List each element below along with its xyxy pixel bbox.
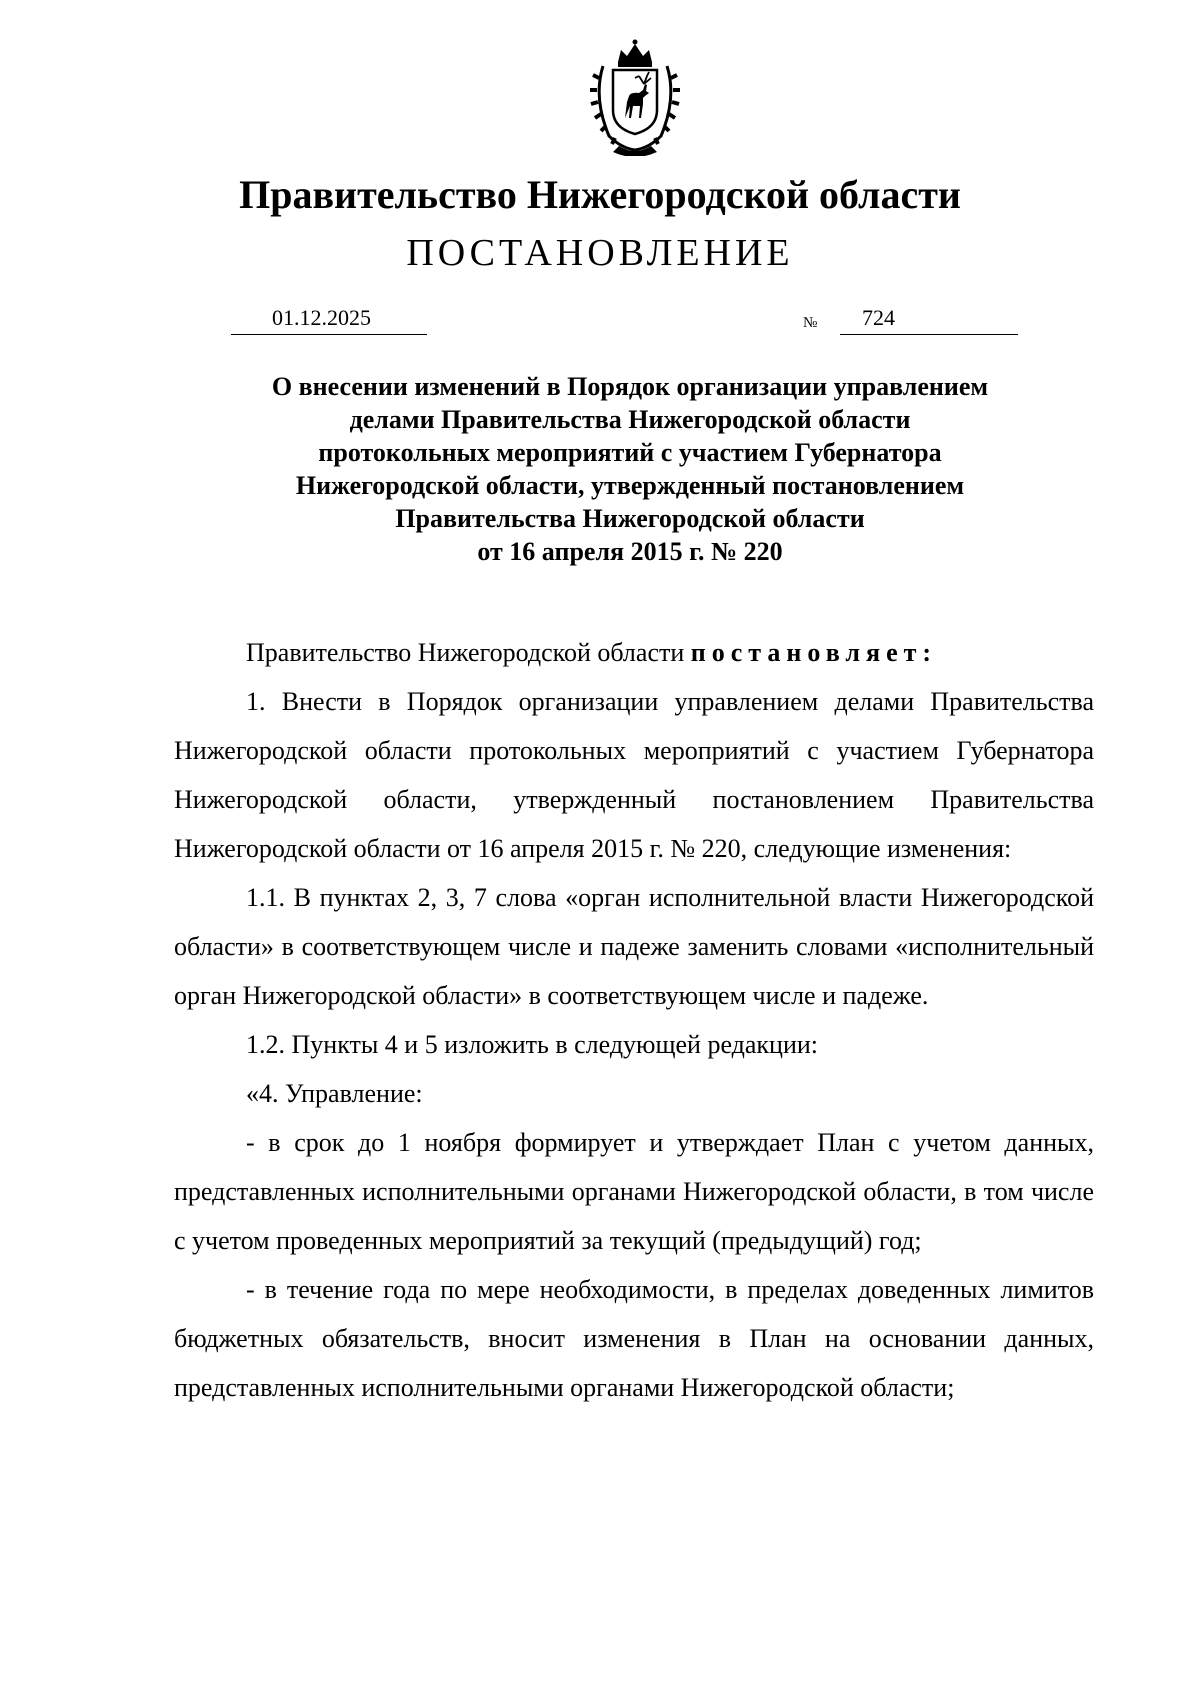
preamble-decision: постановляет:: [690, 638, 938, 667]
preamble-text: Правительство Нижегородской области: [246, 638, 691, 667]
paragraph: - в срок до 1 ноября формирует и утверждает План с учетом данных, представленных исполнительными органами Нижегородской области, в том числе с учетом проведенных мероприятий за текущий (предыдущий) год;: [174, 1128, 1094, 1255]
organization-title: Правительство Нижегородской области: [239, 172, 961, 217]
subject-line: Правительства Нижегородской области: [395, 504, 865, 533]
subject-line: Нижегородской области, утвержденный постановлением: [295, 471, 965, 500]
preamble: [174, 628, 1094, 677]
paragraph: 1.2. Пункты 4 и 5 изложить в следующей редакции:: [246, 1030, 819, 1059]
paragraph: 1.1. В пунктах 2, 3, 7 слова «орган исполнительной власти Нижегородской области» в соответствующем числе и падеже заменить словами «исполнительный орган Нижегородской области» в соответствующем числе и падеже.: [174, 883, 1094, 1010]
document-body: [174, 628, 1094, 1412]
paragraph: 1. Внести в Порядок организации управлением делами Правительства Нижегородской области протокольных мероприятий с участием Губернатора Нижегородской области, утвержденный постановлением Правительства Нижегородской области от 16 апреля 2015 г. № 220, следующие изменения:: [174, 687, 1094, 863]
paragraph: «4. Управление:: [246, 1079, 423, 1108]
subject-line: от 16 апреля 2015 г. № 220: [477, 537, 783, 566]
subject-line: делами Правительства Нижегородской области: [349, 405, 911, 434]
subject-line: О внесении изменений в Порядок организации управлением: [271, 372, 989, 401]
document-type: ПОСТАНОВЛЕНИЕ: [406, 232, 794, 274]
paragraph: - в течение года по мере необходимости, в пределах доведенных лимитов бюджетных обязательств, вносит изменения в План на основании данных, представленных исполнительными органами Нижегородской области;: [174, 1275, 1094, 1402]
document-subject: [200, 370, 1060, 568]
subject-line: протокольных мероприятий с участием Губернатора: [318, 438, 942, 467]
document-date: 01.12.2025: [272, 305, 371, 330]
number-sign: №: [803, 315, 818, 331]
document-number: 724: [862, 305, 895, 330]
coat-of-arms-icon: [573, 38, 697, 156]
